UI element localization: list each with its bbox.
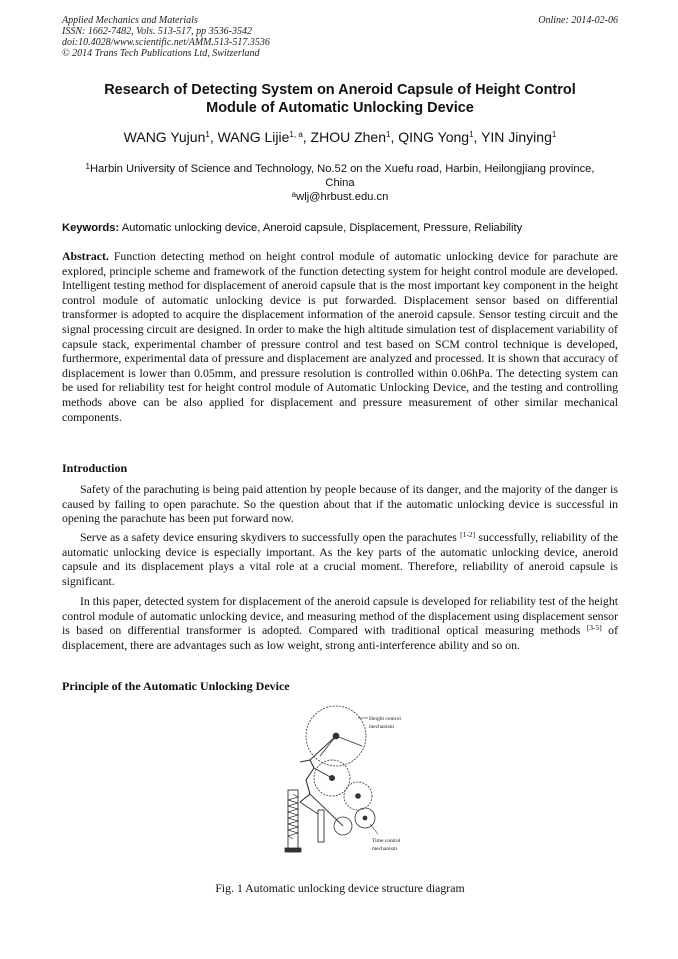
structure-diagram [270,698,410,866]
title-line-1: Research of Detecting System on Aneroid Capsule of Height Control [104,82,576,98]
introduction-heading: Introduction [62,461,128,475]
keywords-text: Automatic unlocking device, Aneroid capsule, Displacement, Pressure, Reliability [121,222,523,234]
online-date: Online: 2014-02-06 [538,15,618,26]
title-line-2: Module of Automatic Unlocking Device [206,100,474,116]
affiliation-block [78,162,602,204]
doi-line: doi:10.4028/www.scientific.net/AMM.513-517.3536 [62,37,270,48]
keywords-label: Keywords: [62,222,120,234]
affiliation-text: Harbin University of Science and Technology, No.52 on the Xuefu road, Harbin, Heilongjiang province, China [89,163,595,189]
abstract-text: Function detecting method on height control module of automatic unlocking device for parachute are explored, principle scheme and framework of the function detecting system for height control module are developed. Intelligent testing method for displacement of aneroid capsule that is the most important key component in the height control module of automatic unlocking device is put forwarded. Displacement sensor based on differential transformer is adopted to acquire the displacement information of the aneroid capsule. Sensor testing circuit and the signal processing circuit are designed. In order to make the high altitude simulation test of displacement variability of capsule stack, experimental chamber of pressure control and test based on SCM control technique is developed, furthermore, experimental data of pressure and displacement are analyzed and processed. It is shown that accuracy of displacement is lower than 0.05mm, and pressure resolution is controlled within 0.06hPa. The detecting system can be used for reliability test for height control module of Automatic Unlocking Device, and the testing and controlling methods above can be also applied for displacement and pressure measurement of other similar mechanical components. [62,249,618,424]
author-name: WANG Lijie [217,129,290,145]
journal-name: Applied Mechanics and Materials [62,15,198,26]
copyright-line: © 2014 Trans Tech Publications Ltd, Switzerland [62,48,260,59]
affiliation-mark: 1 [85,162,90,171]
author-mark: 1 [551,130,557,139]
email-address: wlj@hrbust.edu.cn [296,191,389,203]
spring-coil [288,794,298,839]
author-list: WANG Yujun$^1$, WANG Lijie$^{1, a}$, ZHOU Zhen$^1$, QING Yong$^1$, YIN Jinying$^1$ [123,129,557,145]
intro-p2-text-a: Serve as a safety device ensuring skydivers to successfully open the parachutes [80,530,457,544]
issn-line: ISSN: 1662-7482, Vols. 513-517, pp 3536-3542 [62,26,252,37]
author-name: ZHOU Zhen [310,129,387,145]
citation-ref: [3-5] [586,623,602,633]
journal-header [62,15,618,59]
intro-p2-text-b: successfully, reliability of the automatic unlocking device is especially important. As the key parts of the automatic unlocking device, aneroid capsule and its displacement plays a vital role at a crucial moment. Therefore, reliability of aneroid capsule is significant. [62,530,618,588]
abstract-paragraph [62,249,618,424]
author-mark: 1 [205,130,210,139]
figure-caption: Fig. 1 Automatic unlocking device structure diagram [215,881,465,895]
author-mark: 1 [469,130,474,139]
citation-ref: [1-2] [460,530,476,539]
intro-paragraph-1: Safety of the parachuting is being paid attention by people because of its danger, and the majority of the danger is caused by failing to open parachute. So the question about that if the automatic unlocking device is successful in opening the parachute has been put forward now. [62,482,618,526]
intro-paragraph-3 [62,594,618,652]
keywords-line [62,221,618,235]
author-name: YIN Jinying [481,129,552,145]
intro-p3-text-a: In this paper, detected system for displacement of the aneroid capsule is developed for reliability test of the height control module of automatic unlocking device, and measuring method of the displacement using displacement sensor is based on differential transformer is adopted. Compared with traditional optical measuring methods [62,594,618,638]
author-mark: 1, a [289,130,303,139]
time-control-label: Time control [372,838,401,844]
height-control-label: Height control [369,716,401,722]
time-control-label-2: mechanism [372,846,398,852]
author-mark: 1 [386,130,391,139]
email-mark: a [291,190,297,199]
principle-heading: Principle of the Automatic Unlocking Device [62,679,290,693]
height-control-label-2: mechanism [369,724,395,730]
author-name: WANG Yujun [123,129,206,145]
intro-p3-text-b: of displacement, there are advantages such as low weight, strong anti-interference ability and so on. [62,623,618,652]
author-name: QING Yong [398,129,470,145]
paper-title [62,81,618,117]
intro-paragraph-2 [62,530,618,588]
abstract-label: Abstract. [62,249,109,263]
